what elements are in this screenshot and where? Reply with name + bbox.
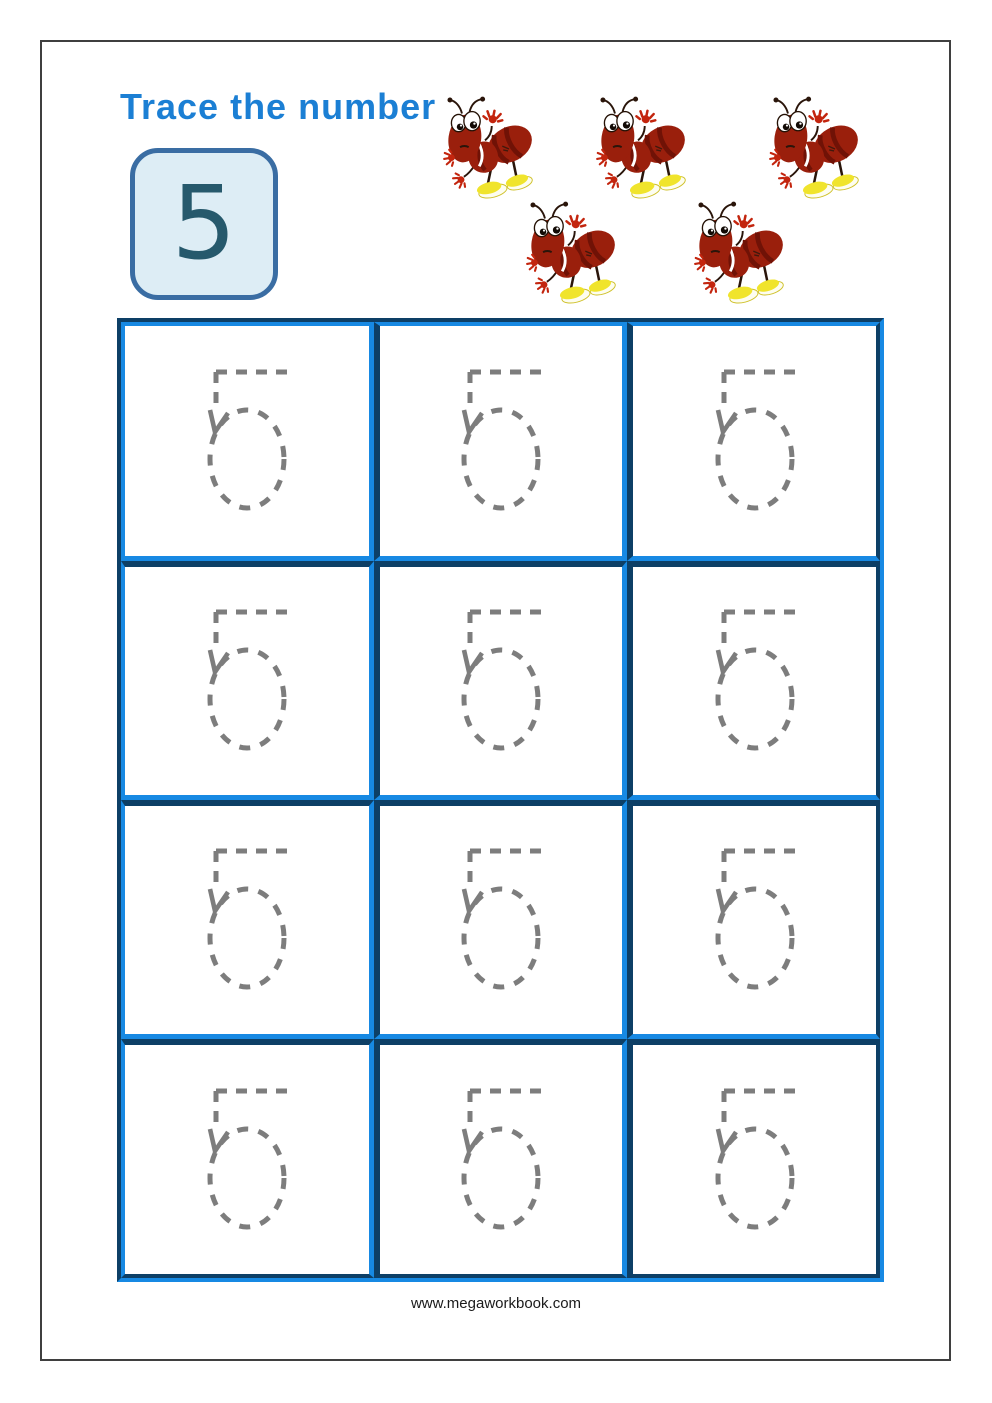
trace-digit-glyph [205,1087,289,1233]
ant-icon [437,96,533,202]
trace-digit-glyph [459,368,543,514]
trace-digit-glyph [713,847,797,993]
trace-digit-glyph [205,847,289,993]
ant-icon [520,201,616,307]
trace-cell [121,800,374,1039]
ants-illustration [0,0,992,320]
number-card-digit: 5 [171,164,237,283]
trace-digit-glyph [459,608,543,754]
ant-icon [763,96,859,202]
trace-digit-glyph [205,368,289,514]
trace-digit-glyph [713,608,797,754]
trace-digit-glyph [459,847,543,993]
trace-cell [121,561,374,800]
trace-cell [121,322,374,561]
trace-digit-glyph [713,368,797,514]
trace-cell [374,1039,627,1278]
trace-cell [374,322,627,561]
trace-cell [627,561,880,800]
trace-cell [121,1039,374,1278]
trace-cell [627,322,880,561]
tracing-grid [117,318,884,1282]
footer-url: www.megaworkbook.com [410,1295,582,1312]
trace-digit-glyph [459,1087,543,1233]
page-title: Trace the number [120,86,437,127]
trace-cell [374,561,627,800]
trace-cell [374,800,627,1039]
trace-digit-glyph [713,1087,797,1233]
trace-digit-glyph [205,608,289,754]
ant-icon [688,201,784,307]
trace-cell [627,800,880,1039]
ant-icon [590,96,686,202]
trace-cell [627,1039,880,1278]
